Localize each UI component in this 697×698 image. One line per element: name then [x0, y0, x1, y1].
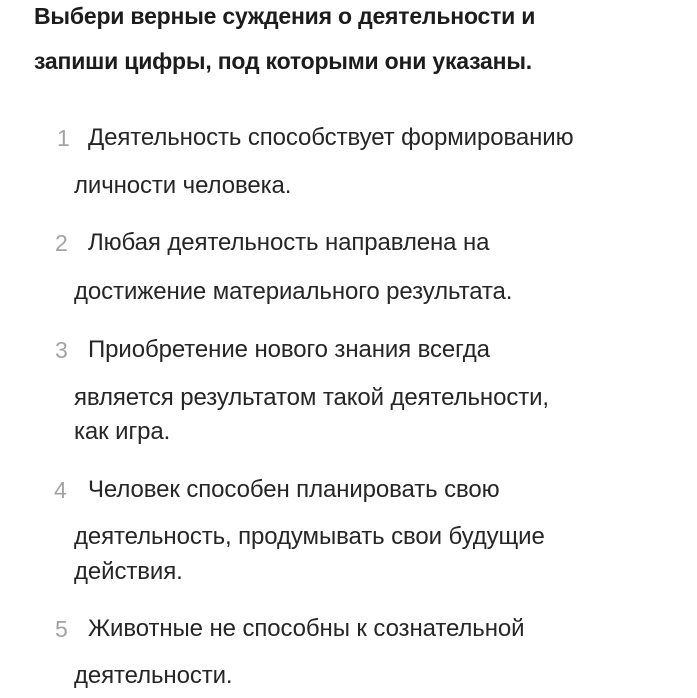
- statement-number: 3: [55, 337, 68, 363]
- statement-text-line: Человек способен планировать свою: [88, 476, 500, 503]
- statement-number: 4: [54, 477, 67, 503]
- statement-text-line: как игра.: [74, 418, 171, 445]
- statement-text-line: Любая деятельность направлена на: [88, 229, 490, 256]
- statement-number: 2: [55, 230, 68, 256]
- statement-text-line: Приобретение нового знания всегда: [88, 336, 490, 363]
- statement-text-line: деятельности.: [74, 662, 233, 689]
- statement-text-line: действия.: [74, 558, 183, 585]
- statement-text-line: деятельность, продумывать свои будущие: [74, 523, 545, 550]
- statement-text-line: Животные не способны к сознательной: [88, 615, 525, 642]
- statement-text-line: является результатом такой деятельности,: [74, 384, 549, 411]
- statement-number: 1: [57, 125, 70, 151]
- statement-number: 5: [55, 616, 68, 642]
- statement-text-line: Деятельность способствует формированию: [88, 124, 574, 151]
- task-title-line: запиши цифры, под которыми они указаны.: [34, 48, 532, 74]
- statement-text-line: достижение материального результата.: [74, 278, 513, 305]
- task-title-line: Выбери верные суждения о деятельности и: [34, 3, 536, 29]
- statement-text-line: личности человека.: [74, 172, 292, 199]
